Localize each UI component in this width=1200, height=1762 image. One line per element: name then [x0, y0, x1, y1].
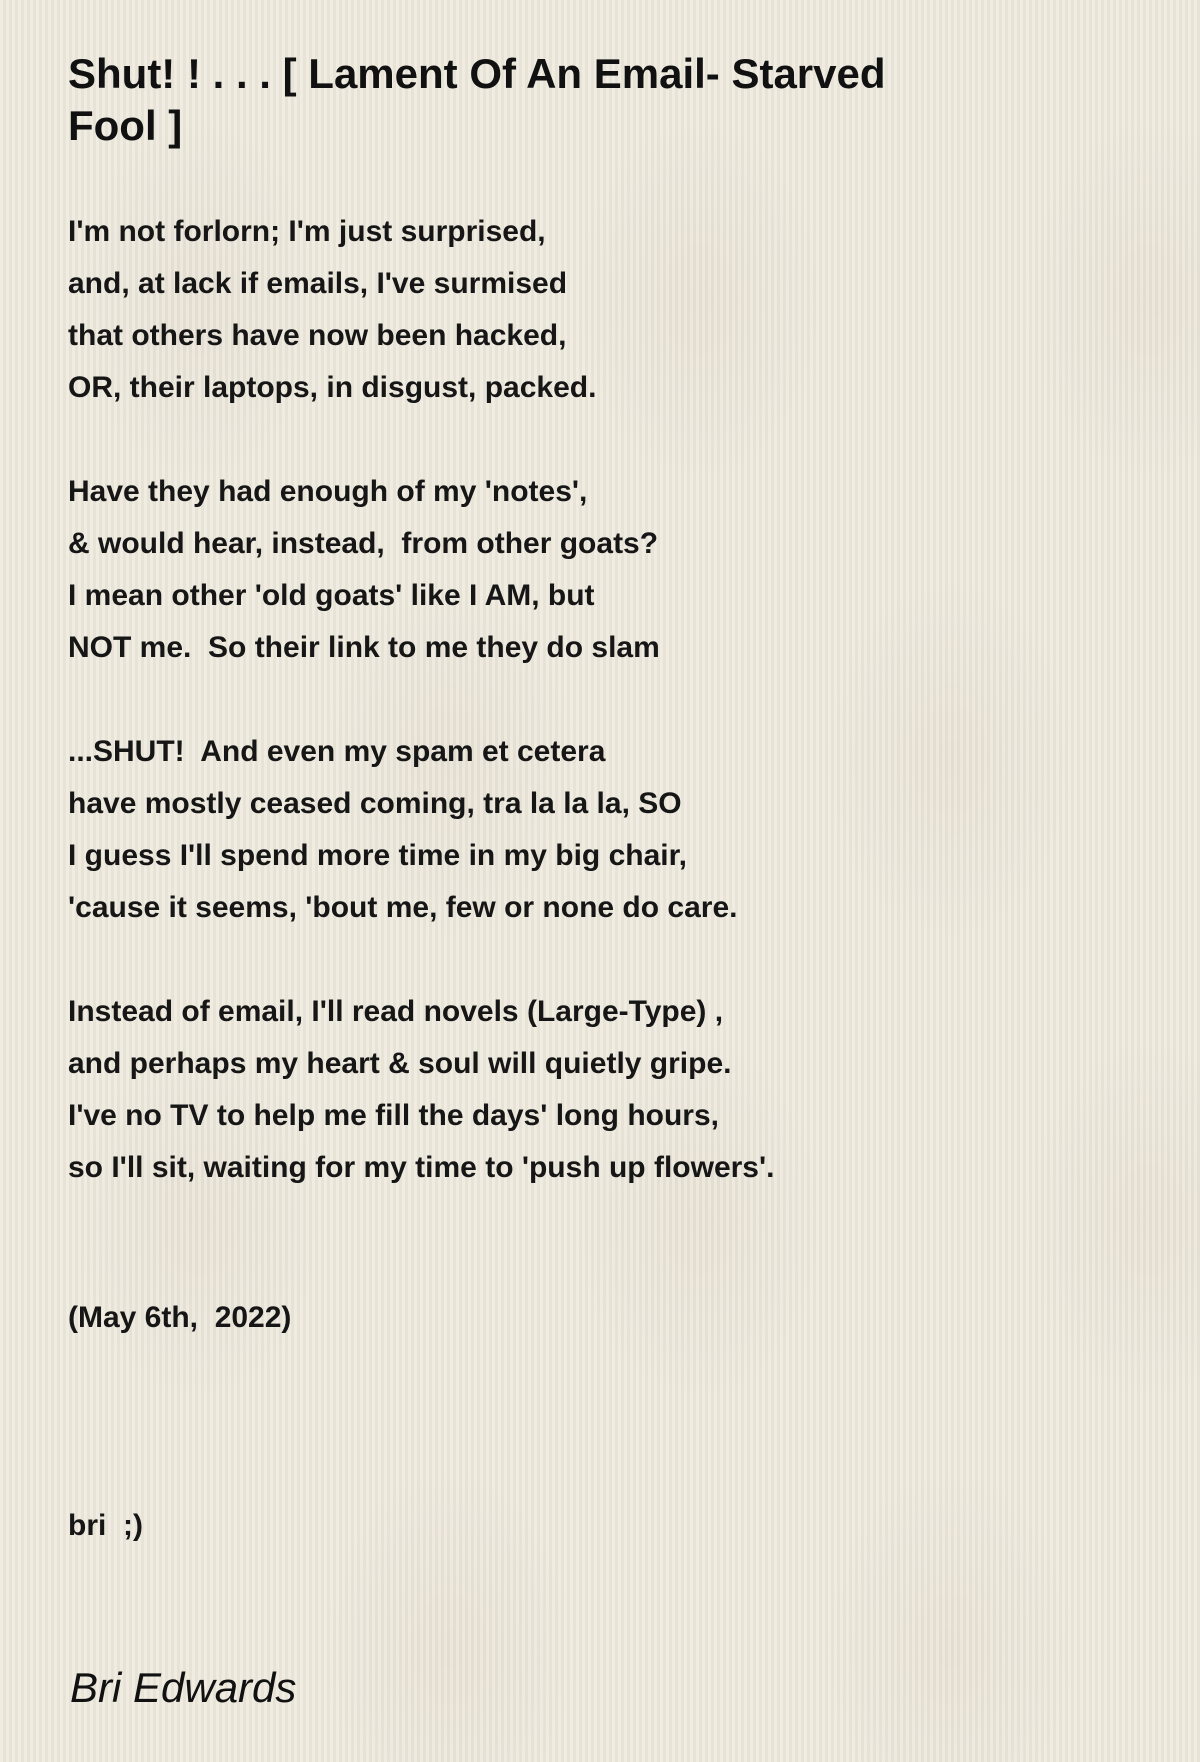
stanza-3: [68, 726, 1148, 934]
poem-line: Instead of email, I'll read novels (Large-Type) ,: [68, 995, 724, 1028]
poem-line: I guess I'll spend more time in my big chair,: [68, 839, 687, 872]
stanza-1: [68, 206, 1148, 414]
poem-line: that others have now been hacked,: [68, 319, 567, 352]
stanza-2: [68, 466, 1148, 674]
poem-line: I'm not forlorn; I'm just surprised,: [68, 215, 546, 248]
poem-author: Bri Edwards: [70, 1664, 297, 1711]
poem-line: so I'll sit, waiting for my time to 'push up flowers'.: [68, 1151, 775, 1184]
poem-date: (May 6th, 2022): [68, 1301, 292, 1334]
poem-line: I've no TV to help me fill the days' long hours,: [68, 1099, 720, 1132]
poem-line: Have they had enough of my 'notes',: [68, 475, 588, 508]
stanza-4: [68, 986, 1148, 1194]
poem-line: ...SHUT! And even my spam et cetera: [68, 735, 606, 768]
poem-line: & would hear, instead, from other goats?: [68, 527, 659, 560]
poem-title: Shut! ! . . . [ Lament Of An Email- Starved Fool ]: [68, 50, 886, 149]
poem-line: OR, their laptops, in disgust, packed.: [68, 371, 597, 404]
poem-container: [68, 48, 1148, 1246]
poem-body: [68, 206, 1148, 1194]
poem-line: and perhaps my heart & soul will quietly gripe.: [68, 1047, 732, 1080]
poem-line: have mostly ceased coming, tra la la la, SO: [68, 787, 682, 820]
poem-line: and, at lack if emails, I've surmised: [68, 267, 568, 300]
poem-line: 'cause it seems, 'bout me, few or none do care.: [68, 891, 738, 924]
poem-line: NOT me. So their link to me they do slam: [68, 631, 660, 664]
poem-line: I mean other 'old goats' like I AM, but: [68, 579, 595, 612]
poem-signoff: bri ;): [68, 1509, 143, 1542]
